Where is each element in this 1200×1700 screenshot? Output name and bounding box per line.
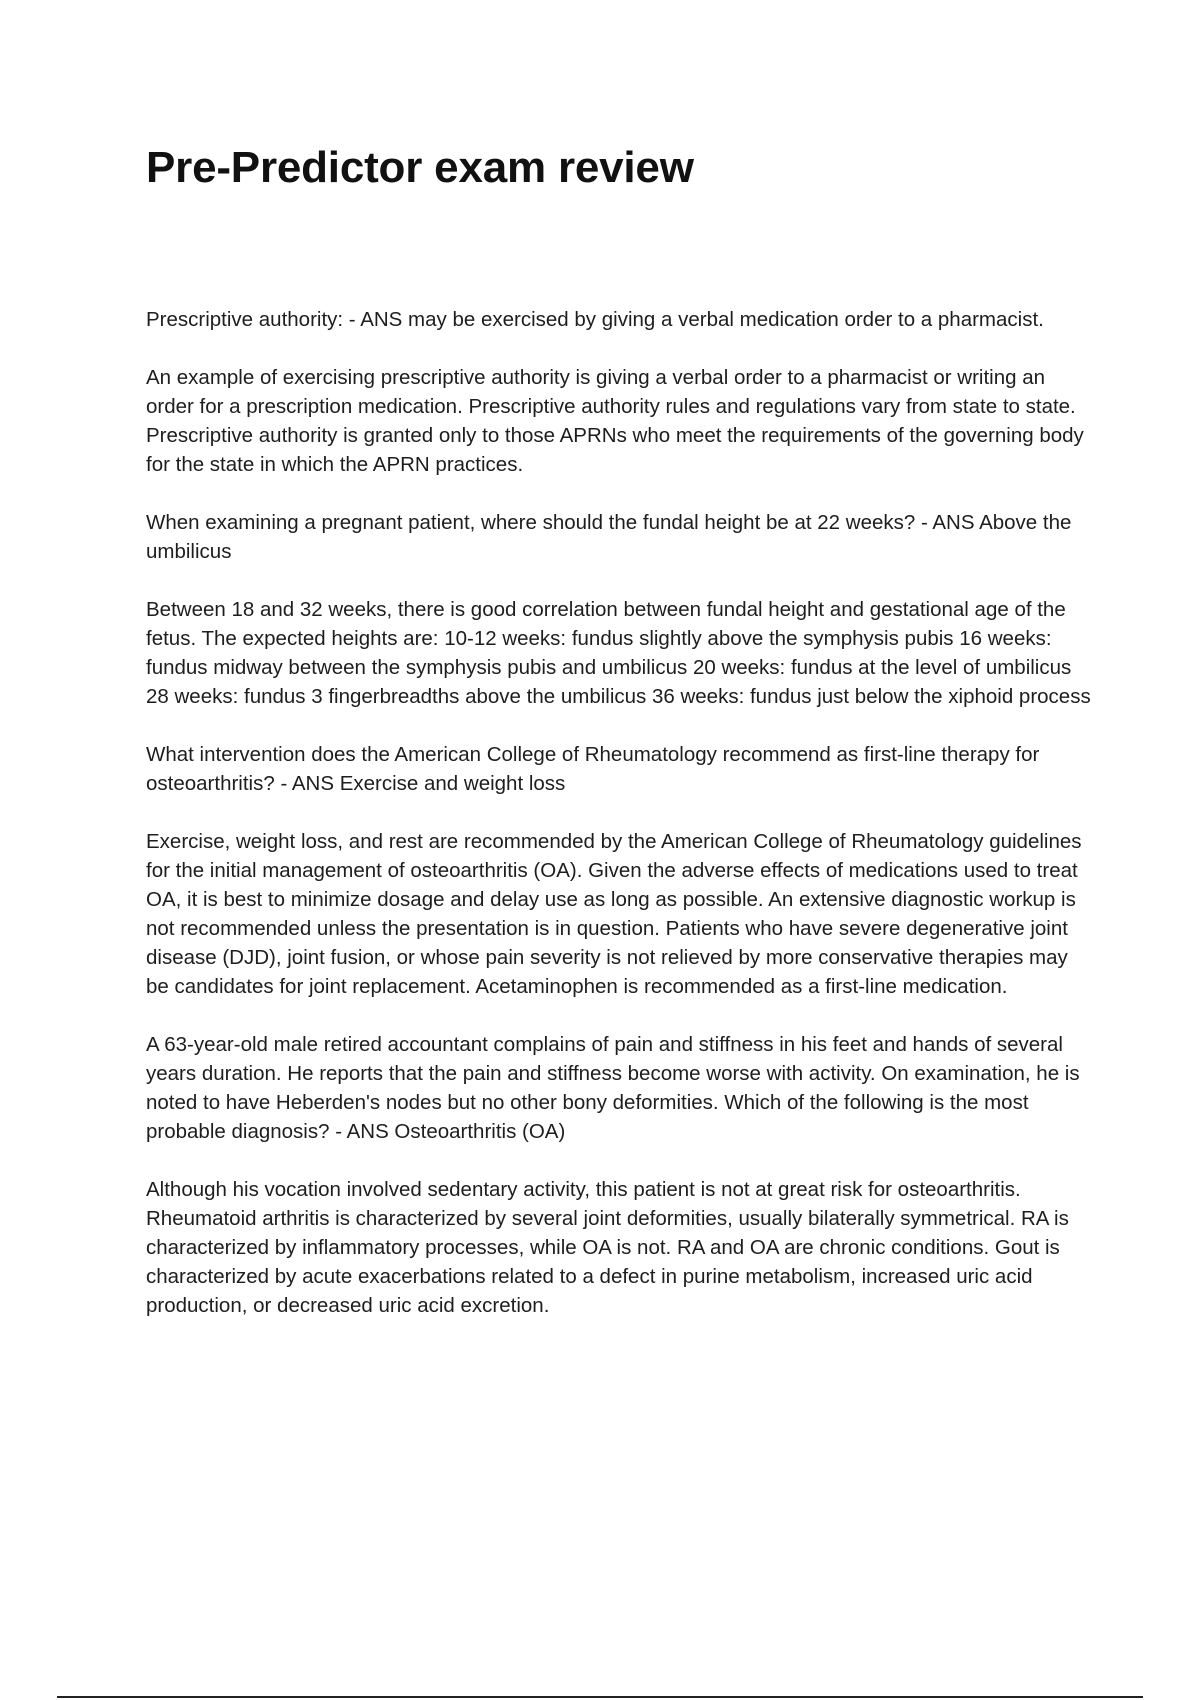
paragraph-diagnosis-explanation: Although his vocation involved sedentary activity, this patient is not at great risk for osteoarthritis. Rheumatoid arthritis is characterized by several joint deformities, usually bilaterally symmetrical. RA is characterized by inflammatory processes, while OA is not. RA and OA are chronic conditions. Gout is characterized by acute exacerbations related to a defect in purine metabolism, increased uric acid production, or decreased uric acid excretion. [146,1178,1069,1317]
footer-divider [57,1696,1143,1698]
paragraph-fundal-height-question: When examining a pregnant patient, where should the fundal height be at 22 weeks? - ANS Above the umbilicus [146,511,1072,563]
document-body [146,305,1094,1349]
paragraph-diagnosis-question: A 63-year-old male retired accountant complains of pain and stiffness in his feet and hands of several years duration. He reports that the pain and stiffness become worse with activity. On examination, he is noted to have Heberden's nodes but no other bony deformities. Which of the following is the most probable diagnosis? - ANS Osteoarthritis (OA) [146,1033,1080,1143]
paragraph-osteoarthritis-therapy-question: What intervention does the American College of Rheumatology recommend as first-line therapy for osteoarthritis? - ANS Exercise and weight loss [146,743,1040,795]
paragraph-prescriptive-authority-question: Prescriptive authority: - ANS may be exercised by giving a verbal medication order to a pharmacist. [146,308,1044,331]
page-title: Pre-Predictor exam review [146,143,694,192]
paragraph-osteoarthritis-therapy-explanation: Exercise, weight loss, and rest are recommended by the American College of Rheumatology guidelines for the initial management of osteoarthritis (OA). Given the adverse effects of medications used to treat OA, it is best to minimize dosage and delay use as long as possible. An extensive diagnostic workup is not recommended unless the presentation is in question. Patients who have severe degenerative joint disease (DJD), joint fusion, or whose pain severity is not relieved by more conservative therapies may be candidates for joint replacement. Acetaminophen is recommended as a first-line medication. [146,830,1082,998]
paragraph-fundal-height-explanation: Between 18 and 32 weeks, there is good correlation between fundal height and gestational age of the fetus. The expected heights are: 10-12 weeks: fundus slightly above the symphysis pubis 16 weeks: fundus midway between the symphysis pubis and umbilicus 20 weeks: fundus at the level of umbilicus 28 weeks: fundus 3 fingerbreadths above the umbilicus 36 weeks: fundus just below the xiphoid process [146,598,1091,708]
paragraph-prescriptive-authority-explanation: An example of exercising prescriptive authority is giving a verbal order to a pharmacist or writing an order for a prescription medication. Prescriptive authority rules and regulations vary from state to state. Prescriptive authority is granted only to those APRNs who meet the requirements of the governing body for the state in which the APRN practices. [146,366,1084,476]
